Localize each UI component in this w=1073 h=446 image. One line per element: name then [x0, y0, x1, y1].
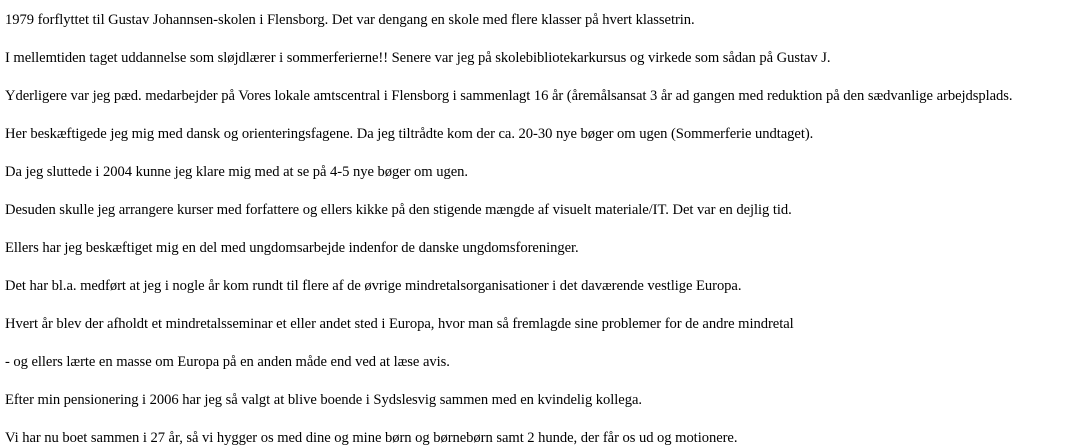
paragraph-3: Yderligere var jeg pæd. medarbejder på Vores lokale amtscentral i Flensborg i sammenlagt 16 år (åremålsansat 3 år ad gangen med reduktion på den sædvanlige arbejdsplads.: [5, 88, 1013, 104]
paragraph-1: 1979 forflyttet til Gustav Johannsen-skolen i Flensborg. Det var dengang en skole med flere klasser på hvert klassetrin.: [5, 12, 695, 28]
paragraph-2: I mellemtiden taget uddannelse som sløjdlærer i sommerferierne!! Senere var jeg på skolebibliotekarkursus og virkede som sådan på Gustav J.: [5, 50, 831, 66]
paragraph-8: Det har bl.a. medført at jeg i nogle år kom rundt til flere af de øvrige mindretalsorganisationer i det daværende vestlige Europa.: [5, 278, 742, 294]
paragraph-4: Her beskæftigede jeg mig med dansk og orienteringsfagene. Da jeg tiltrådte kom der ca. 20-30 nye bøger om ugen (Sommerferie undtaget).: [5, 126, 814, 142]
paragraph-7: Ellers har jeg beskæftiget mig en del med ungdomsarbejde indenfor de danske ungdomsforeninger.: [5, 240, 579, 256]
paragraph-6: Desuden skulle jeg arrangere kurser med forfattere og ellers kikke på den stigende mængde af visuelt materiale/IT. Det var en dejlig tid.: [5, 202, 792, 218]
paragraph-11: Efter min pensionering i 2006 har jeg så valgt at blive boende i Sydslesvig sammen med en kvindelig kollega.: [5, 392, 642, 408]
paragraph-10: - og ellers lærte en masse om Europa på en anden måde end ved at læse avis.: [5, 354, 450, 370]
paragraph-5: Da jeg sluttede i 2004 kunne jeg klare mig med at se på 4-5 nye bøger om ugen.: [5, 164, 468, 180]
paragraph-9: Hvert år blev der afholdt et mindretalsseminar et eller andet sted i Europa, hvor man så fremlagde sine problemer for de andre mindretal: [5, 316, 794, 332]
paragraph-12: Vi har nu boet sammen i 27 år, så vi hygger os med dine og mine børn og børnebørn samt 2 hunde, der får os ud og motionere.: [5, 430, 738, 446]
